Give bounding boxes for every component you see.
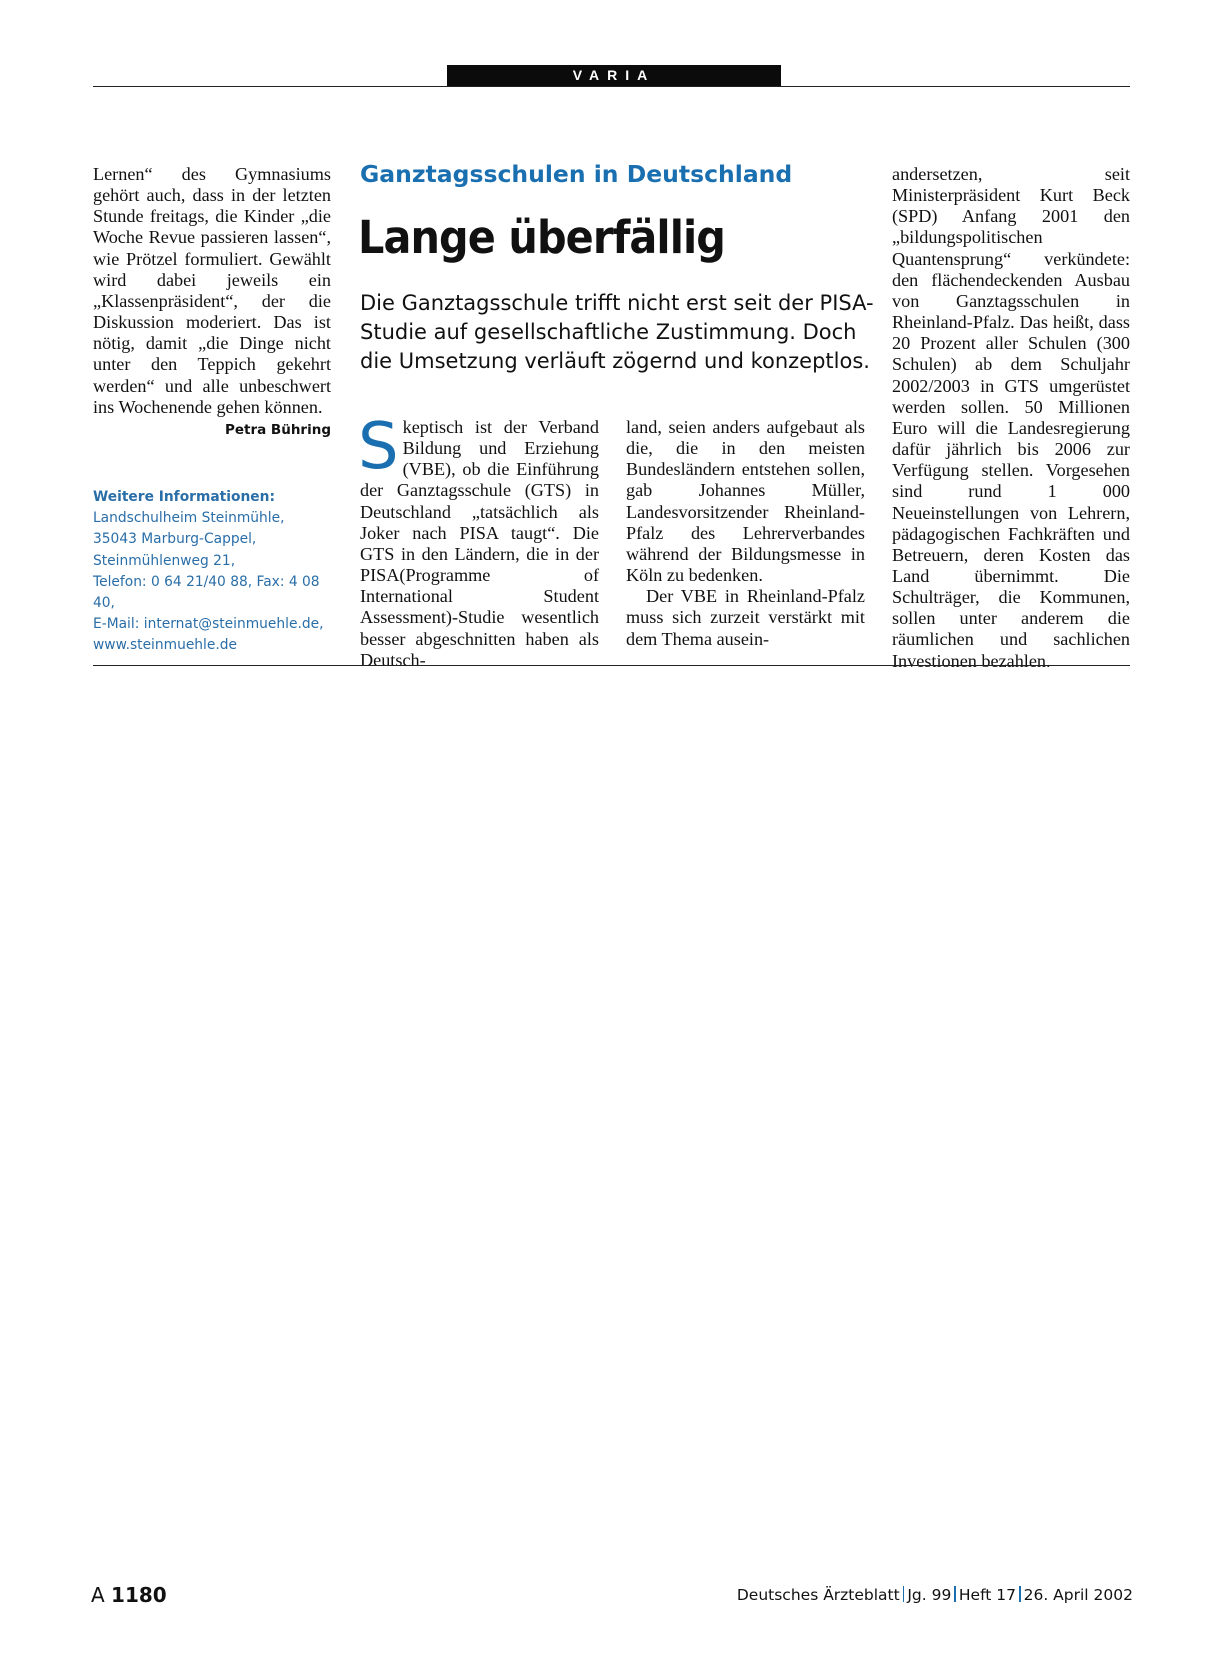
- dropcap: S: [358, 410, 399, 484]
- info-email[interactable]: E-Mail: internat@steinmuehle.de,: [93, 616, 324, 633]
- info-box: [93, 487, 343, 657]
- journal-volume: Jg. 99: [907, 1586, 952, 1604]
- article-lead: Die Ganztagsschule trifft nicht erst seit der PISA-Studie auf gesellschaftliche Zustimmung. Doch die Umsetzung verläuft zögernd und konzeptlos.: [360, 291, 874, 373]
- page-prefix: A: [91, 1583, 105, 1607]
- info-line: 35043 Marburg-Cappel,: [93, 531, 257, 548]
- section-label: VARIA: [447, 65, 781, 86]
- separator: [954, 1586, 956, 1602]
- info-line: Telefon: 0 64 21/40 88, Fax: 4 08 40,: [93, 573, 320, 612]
- left-column-text: Lernen“ des Gymnasiums gehört auch, dass in der letzten Stunde freitags, die Kinder „die Woche Revue passieren lassen“, wie Prötzel formuliert. Gewählt wird dabei jeweils ein „Klassenpräsident“, der die Diskussion moderiert. Das ist nötig, damit „die Dinge nicht unter den Teppich gekehrt werden“ und alle unbeschwert ins Wochenende gehen können.: [93, 164, 331, 417]
- left-column: [93, 164, 331, 441]
- journal-issue: Heft 17: [958, 1586, 1017, 1604]
- article-headline: Lange überfällig: [358, 211, 725, 264]
- article-column-3: [892, 164, 1130, 672]
- article-kicker: Ganztagsschulen in Deutschland: [360, 160, 793, 188]
- top-rule: [93, 86, 1130, 87]
- separator: [903, 1586, 905, 1602]
- article-col2-para2: Der VBE in Rheinland-Pfalz muss sich zurzeit verstärkt mit dem Thema ausein-: [626, 586, 865, 649]
- info-line: Steinmühlenweg 21,: [93, 552, 236, 569]
- left-column-body: [93, 164, 331, 438]
- article-col1-text: keptisch ist der Verband Bildung und Erziehung (VBE), ob die Einführung der Ganztagsschule (GTS) in Deutschland „tatsächlich als Joker nach PISA taugt“. Die GTS in den Ländern, die in der PISA(Programme of International Student Assessment)-Studie wesentlich besser abgeschnitten haben als Deutsch-: [360, 417, 599, 670]
- journal-footer: [737, 1586, 1133, 1604]
- article-col2-para1: land, seien anders aufgebaut als die, die in den meisten Bundesländern entstehen sollen, gab Johannes Müller, Landesvorsitzender Rheinland-Pfalz des Lehrerverbandes während der Bildungsmesse in Köln zu bedenken.: [626, 417, 865, 586]
- bottom-rule: [93, 665, 1130, 666]
- page-number: [91, 1583, 167, 1607]
- info-line: Landschulheim Steinmühle,: [93, 510, 285, 527]
- article-col3-text: andersetzen, seit Ministerpräsident Kurt Beck (SPD) Anfang 2001 den „bildungspolitischen Quantensprung“ verkündete: den flächendeckenden Ausbau von Ganztagsschulen in Rheinland-Pfalz. Das heißt, dass 20 Prozent aller Schulen (300 Schulen) ab dem Schuljahr 2002/2003 in GTS umgerüstet werden sollen. 50 Millionen Euro will die Landesregierung dafür jährlich bis 2006 zur Verfügung stellen. Vorgesehen sind rund 1 000 Neueinstellungen von Lehrern, pädagogischen Fachkräften und Betreuern, deren Kosten das Land übernimmt. Die Schulträger, die Kommunen, sollen unter anderem die räumlichen und sachlichen Investionen bezahlen.: [892, 164, 1130, 671]
- page-number-value: 1180: [111, 1583, 167, 1607]
- info-website[interactable]: www.steinmuehle.de: [93, 637, 238, 654]
- journal-name: Deutsches Ärzteblatt: [736, 1586, 900, 1604]
- journal-date: 26. April 2002: [1023, 1586, 1133, 1604]
- separator: [1019, 1586, 1021, 1602]
- article-column-2: [626, 417, 865, 650]
- article-column-1: [358, 410, 599, 671]
- info-heading: Weitere Informationen:: [93, 489, 275, 505]
- author-name: Petra Bühring: [224, 421, 331, 438]
